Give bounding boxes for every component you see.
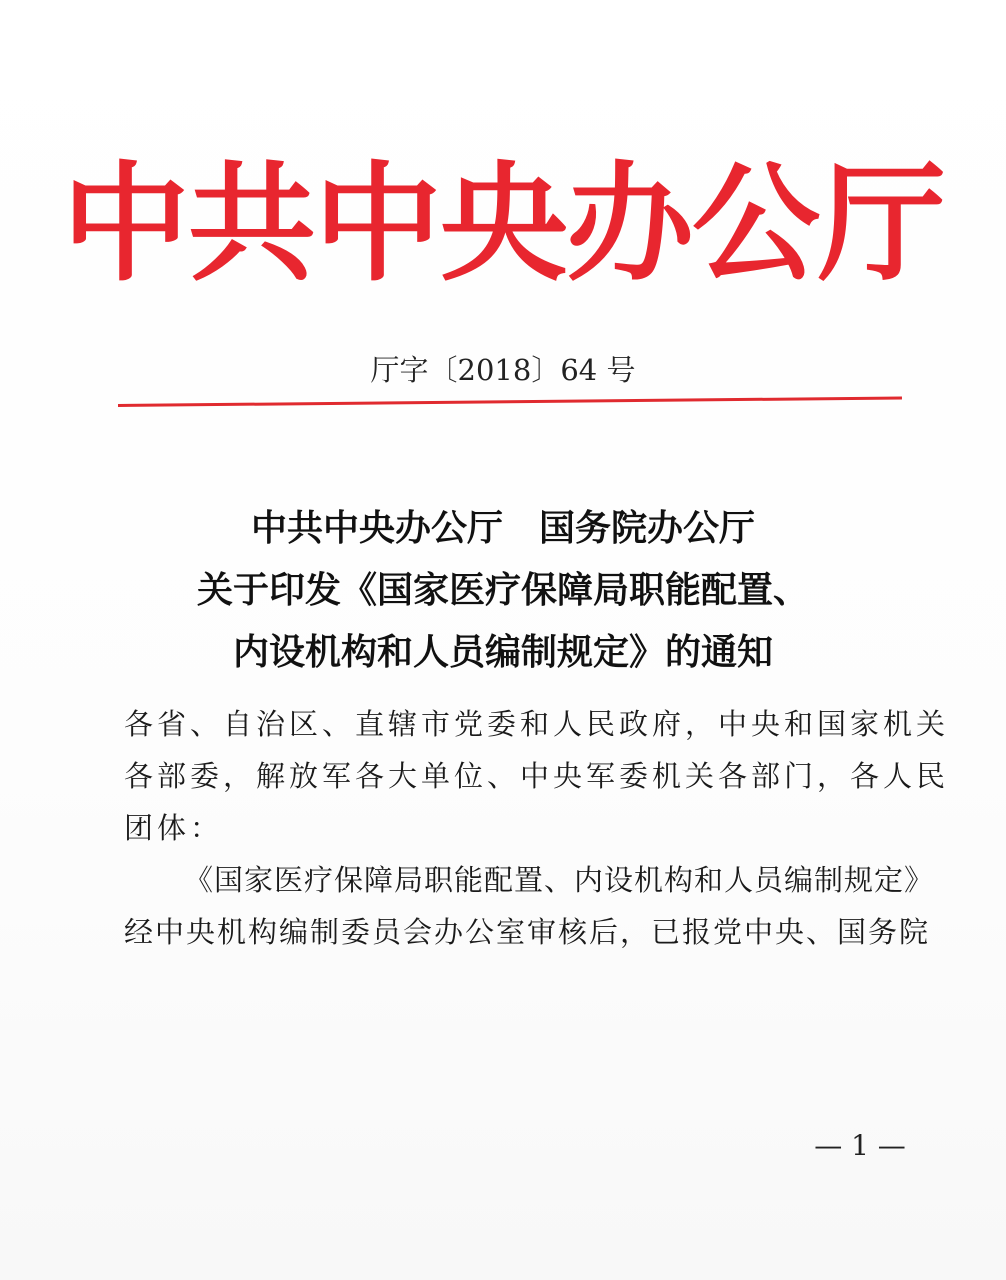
addressee-line-3: 团体：	[124, 811, 224, 845]
body-paragraph-line-1: 《国家医疗保障局职能配置、内设机构和人员编制规定》	[184, 863, 935, 897]
document-title-line-2: 关于印发《国家医疗保障局职能配置、	[196, 569, 809, 611]
addressee-line-2: 各部委，解放军各大单位、中央军委机关各部门，各人民	[124, 759, 950, 793]
document-title-line-3: 内设机构和人员编制规定》的通知	[232, 631, 773, 673]
body-paragraph-line-2: 经中央机构编制委员会办公室审核后，已报党中央、国务院	[124, 915, 931, 949]
page-number: — 1 —	[814, 1129, 906, 1162]
document-title-line-1: 中共中央办公厅 国务院办公厅	[250, 507, 755, 549]
issuer-masthead: 中共中央办公厅	[61, 150, 944, 299]
red-divider-line	[118, 396, 902, 407]
addressee-line-1: 各省、自治区、直辖市党委和人民政府，中央和国家机关	[124, 707, 950, 741]
document-number: 厅字〔2018〕64 号	[370, 353, 636, 387]
